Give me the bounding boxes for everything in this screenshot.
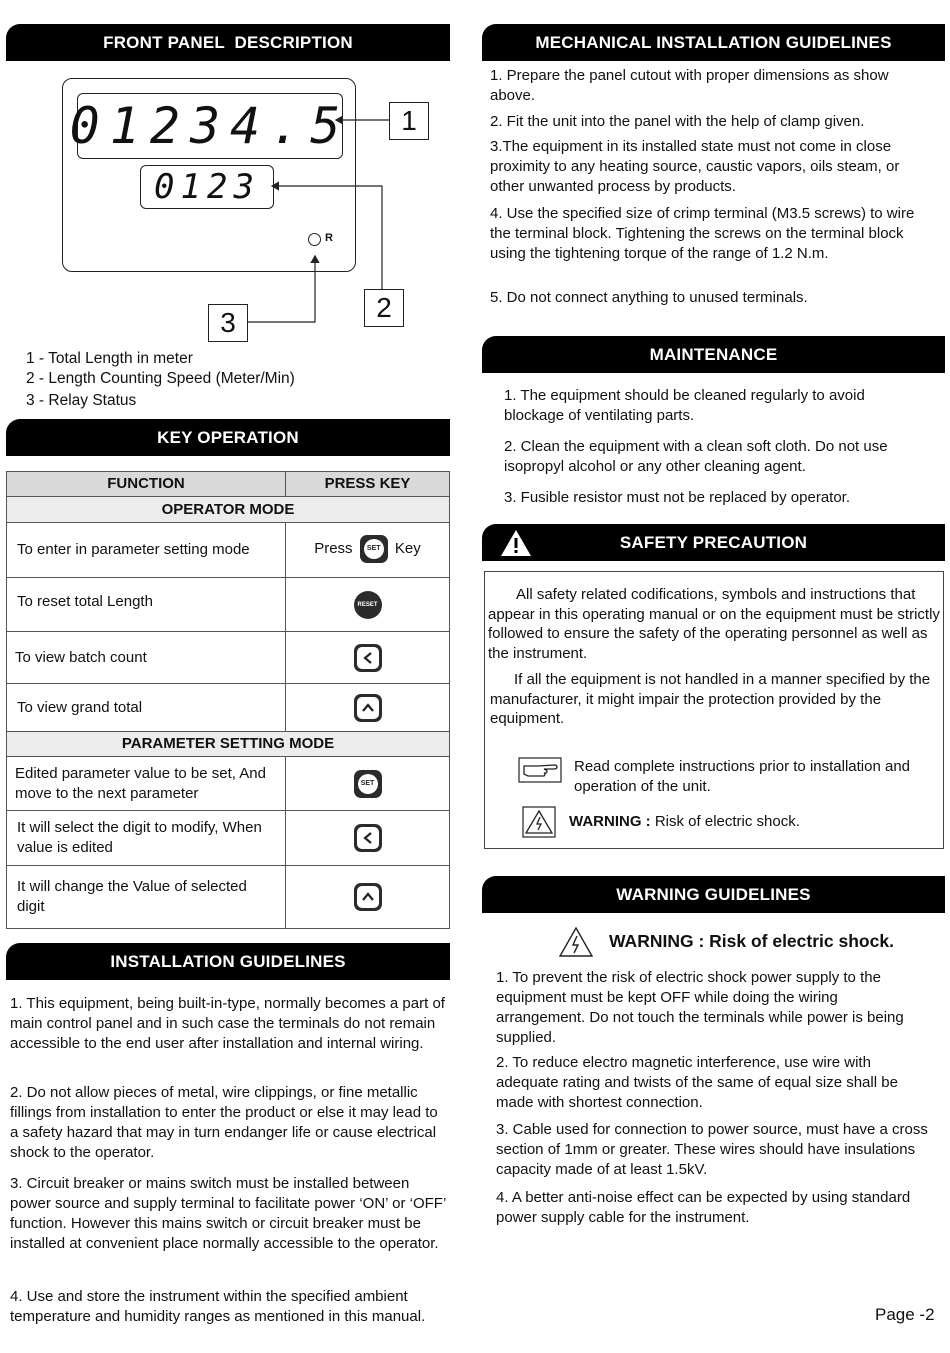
left-arrow-key-icon xyxy=(354,824,382,852)
key-operation-header: KEY OPERATION xyxy=(6,419,450,456)
table-row: It will select the digit to modify, When value is edited xyxy=(7,811,450,866)
callout-2: 2 xyxy=(364,289,404,327)
legend-3: 3 - Relay Status xyxy=(26,392,137,409)
installation-item-3: 3. Circuit breaker or mains switch must be installed between power source and supply terminal to facilitate power ‘ON’ or ‘OFF’ function. However this mains switch or circuit breaker must be installed at convenient place normally accessible to the operator. xyxy=(10,1175,446,1252)
mechanical-item-2: 2. Fit the unit into the panel with the help of clamp given. xyxy=(490,113,865,130)
electric-shock-icon xyxy=(558,926,594,958)
sub-display: 0123 xyxy=(140,165,274,209)
table-row: Edited parameter value to be set, And move to the next parameter SET xyxy=(7,757,450,811)
safety-header: SAFETY PRECAUTION xyxy=(482,524,945,561)
safety-para-1: All safety related codifications, symbols and instructions that appear in this operating manual or on the equipment must be strictly followed to ensure the safety of the operating personnel as well as the instrument. xyxy=(488,586,940,662)
key-operation-table xyxy=(6,471,450,929)
warning-triangle-icon xyxy=(500,529,532,557)
section-parameter-mode: PARAMETER SETTING MODE xyxy=(7,732,450,757)
safety-para-2: If all the equipment is not handled in a manner specified by the manufacturer, it might impair the protection provided by the equipment. xyxy=(490,671,931,727)
warning-title: WARNING : Risk of electric shock. xyxy=(609,931,894,951)
pointing-hand-icon xyxy=(518,757,562,783)
installation-item-2: 2. Do not allow pieces of metal, wire clippings, or fine metallic fillings from installation to enter the product or else it may lead to a safety hazard that may in turn endanger life or cause electrical shock to the operator. xyxy=(10,1084,438,1161)
col-function: FUNCTION xyxy=(7,472,286,497)
maintenance-item-3: 3. Fusible resistor must not be replaced by operator. xyxy=(504,489,851,506)
installation-header: INSTALLATION GUIDELINES xyxy=(6,943,450,980)
main-display: 01234.5 xyxy=(77,93,343,159)
col-press-key: PRESS KEY xyxy=(286,472,450,497)
warning-item-3: 3. Cable used for connection to power source, must have a cross section of 1mm or greater. These wires should have insulations capacity made of at least 1.5kV. xyxy=(496,1121,928,1178)
maintenance-header: MAINTENANCE xyxy=(482,336,945,373)
mechanical-header: MECHANICAL INSTALLATION GUIDELINES xyxy=(482,24,945,61)
up-arrow-key-icon xyxy=(354,883,382,911)
installation-item-4: 4. Use and store the instrument within the specified ambient temperature and humidity ranges as mentioned in this manual. xyxy=(10,1288,426,1325)
front-panel-header: FRONT PANEL DESCRIPTION xyxy=(6,24,450,61)
section-operator-mode: OPERATOR MODE xyxy=(7,497,450,523)
maintenance-item-1: 1. The equipment should be cleaned regularly to avoid blockage of ventilating parts. xyxy=(504,387,865,424)
mechanical-item-4: 4. Use the specified size of crimp terminal (M3.5 screws) to wire the terminal block. Tightening the screws on the terminal block using the tightening torque of the range of 1.2 N.m. xyxy=(490,205,915,262)
table-row: To view batch count xyxy=(7,632,450,684)
warning-item-4: 4. A better anti-noise effect can be expected by using standard power supply cable for the instrument. xyxy=(496,1189,911,1226)
callout-3: 3 xyxy=(208,304,248,342)
maintenance-item-2: 2. Clean the equipment with a clean soft cloth. Do not use isopropyl alcohol or any other cleaning agent. xyxy=(504,438,888,475)
safety-box xyxy=(484,571,944,849)
table-row: It will change the Value of selected digit xyxy=(7,866,450,929)
warning-line: WARNING : Risk of electric shock. xyxy=(569,813,800,830)
mechanical-item-5: 5. Do not connect anything to unused terminals. xyxy=(490,289,808,306)
table-row: To enter in parameter setting mode Press SET Key xyxy=(7,523,450,578)
warning-item-1: 1. To prevent the risk of electric shock power supply to the equipment must be kept OFF while doing the wiring arrangement. Do not touch the terminals while power is being supplied. xyxy=(496,969,904,1046)
mechanical-item-1: 1. Prepare the panel cutout with proper dimensions as show above. xyxy=(490,67,889,104)
page-number: Page -2 xyxy=(875,1305,935,1324)
legend-1: 1 - Total Length in meter xyxy=(26,350,193,367)
legend-2: 2 - Length Counting Speed (Meter/Min) xyxy=(26,370,295,387)
set-key-icon: SET xyxy=(360,535,388,563)
warning-guidelines-header: WARNING GUIDELINES xyxy=(482,876,945,913)
installation-item-1: 1. This equipment, being built-in-type, normally becomes a part of main control panel and in such case the terminals do not remain accessible to the end user after installation and internal wiring. xyxy=(10,995,445,1052)
electric-shock-icon xyxy=(522,806,556,838)
warning-item-2: 2. To reduce electro magnetic interference, use wire with adequate rating and twists of the same of equal size shall be made with shortest connection. xyxy=(496,1054,898,1111)
up-arrow-key-icon xyxy=(354,694,382,722)
set-key-icon: SET xyxy=(354,770,382,798)
table-row: To reset total Length RESET xyxy=(7,578,450,632)
left-arrow-key-icon xyxy=(354,644,382,672)
read-instructions-note: Read complete instructions prior to installation and operation of the unit. xyxy=(574,758,911,795)
callout-1: 1 xyxy=(389,102,429,140)
mechanical-item-3: 3.The equipment in its installed state must not come in close proximity to any heating source, caustic vapors, oils steam, or other unwanted process by products. xyxy=(490,138,900,195)
table-row: To view grand total xyxy=(7,684,450,732)
relay-led-label: R xyxy=(325,232,333,244)
reset-key-icon: RESET xyxy=(354,591,382,619)
